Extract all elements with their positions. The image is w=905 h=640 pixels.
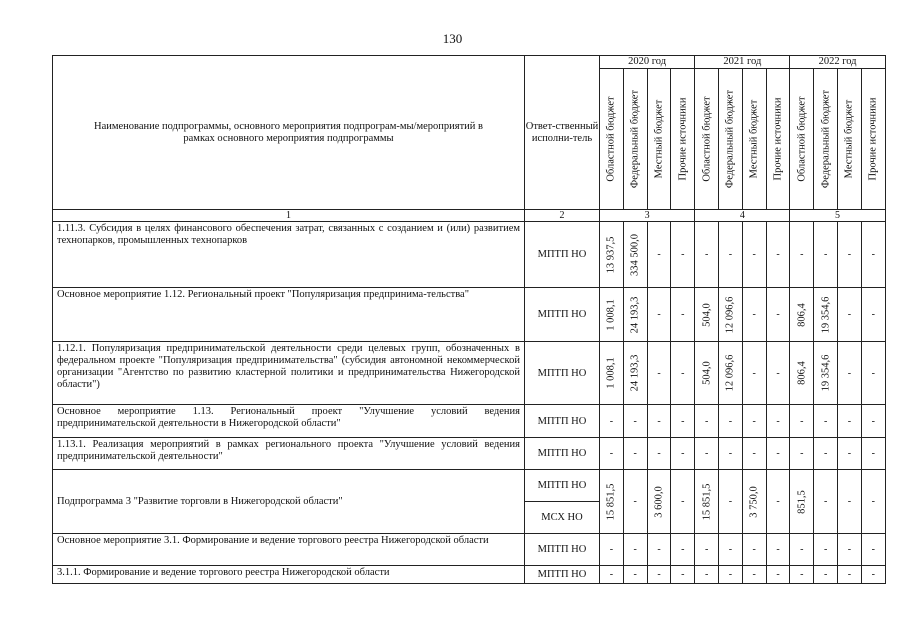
table-row xyxy=(53,438,886,470)
budget-value-cell xyxy=(647,342,671,405)
empty-value: - xyxy=(681,309,685,320)
empty-value: - xyxy=(847,569,852,580)
empty-value: - xyxy=(776,415,780,427)
budget-value-cell xyxy=(719,470,743,534)
empty-value: - xyxy=(728,496,733,507)
budget-value: 806,4 xyxy=(796,361,808,385)
budget-value-cell xyxy=(814,438,838,470)
budget-value-cell xyxy=(695,288,719,342)
budget-table xyxy=(52,55,886,584)
budget-value-cell xyxy=(600,438,624,470)
budget-value-cell xyxy=(861,566,885,584)
empty-value: - xyxy=(871,496,875,507)
budget-value-cell xyxy=(790,534,814,566)
budget-value-cell xyxy=(623,438,647,470)
budget-source-header xyxy=(647,69,671,210)
empty-value: - xyxy=(633,496,637,507)
budget-value-cell xyxy=(861,222,885,288)
budget-value-cell xyxy=(814,534,838,566)
budget-value-cell xyxy=(742,566,766,584)
budget-value-cell xyxy=(671,438,695,470)
row-name: Подпрограмма 3 "Развитие торговли в Нижегородской области" xyxy=(53,470,525,534)
budget-value: 12 096,6 xyxy=(724,354,736,392)
empty-value: - xyxy=(871,544,875,555)
empty-value: - xyxy=(752,415,756,427)
budget-value-cell xyxy=(766,438,790,470)
budget-value-cell xyxy=(719,342,743,405)
budget-value-cell xyxy=(600,470,624,534)
empty-value: - xyxy=(633,415,637,427)
budget-value-cell xyxy=(814,342,838,405)
budget-value-cell xyxy=(695,342,719,405)
budget-value-cell xyxy=(719,534,743,566)
budget-value-cell xyxy=(623,405,647,438)
empty-value: - xyxy=(847,309,852,320)
budget-value-cell xyxy=(671,342,695,405)
budget-value-cell xyxy=(647,288,671,342)
empty-value: - xyxy=(681,569,685,580)
budget-value-cell xyxy=(838,342,862,405)
empty-value: - xyxy=(681,415,685,427)
empty-value: - xyxy=(776,569,780,580)
budget-value-cell xyxy=(600,222,624,288)
budget-source-label: Областной бюджет xyxy=(605,96,617,182)
empty-value: - xyxy=(776,249,780,260)
empty-value: - xyxy=(823,415,828,427)
year-header: 2020 год xyxy=(600,56,695,69)
empty-value: - xyxy=(728,544,733,555)
budget-value-cell xyxy=(742,288,766,342)
empty-value: - xyxy=(657,448,661,459)
budget-value-cell xyxy=(790,405,814,438)
budget-value-cell xyxy=(671,405,695,438)
responsible-executor: МПТП НО xyxy=(525,405,600,438)
empty-value: - xyxy=(728,448,733,459)
row-name: 1.12.1. Популяризация предпринимательской деятельности среди целевых групп, обозначенных в федеральном проекте "Популяризация предпринимательства" (субсидия автономной некоммерческой организации "Агентство по развитию кластерной политики и предпринимательства Нижегородской области") xyxy=(53,342,525,405)
empty-value: - xyxy=(704,448,709,459)
empty-value: - xyxy=(871,249,875,260)
budget-value-cell xyxy=(790,342,814,405)
empty-value: - xyxy=(847,367,852,379)
budget-value-cell xyxy=(814,222,838,288)
budget-value-cell xyxy=(838,470,862,534)
budget-source-label: Местный бюджет xyxy=(843,99,855,179)
table-row xyxy=(53,222,886,288)
responsible-executor: МСХ НО xyxy=(525,502,600,534)
empty-value: - xyxy=(752,448,756,459)
budget-value-cell xyxy=(623,222,647,288)
empty-value: - xyxy=(847,544,852,555)
budget-value-cell xyxy=(671,288,695,342)
empty-value: - xyxy=(823,544,828,555)
header-row xyxy=(53,56,886,69)
budget-value-cell xyxy=(790,438,814,470)
budget-source-label: Федеральный бюджет xyxy=(629,89,641,189)
budget-value-cell xyxy=(790,222,814,288)
budget-value-cell xyxy=(719,566,743,584)
budget-value-cell xyxy=(742,405,766,438)
budget-source-label: Прочие источники xyxy=(677,97,689,181)
budget-source-label: Местный бюджет xyxy=(653,99,665,179)
budget-value-cell xyxy=(790,470,814,534)
empty-value: - xyxy=(704,569,709,580)
table-row xyxy=(53,566,886,584)
budget-source-label: Областной бюджет xyxy=(701,96,713,182)
empty-value: - xyxy=(800,448,804,459)
empty-value: - xyxy=(657,415,661,427)
empty-value: - xyxy=(871,309,875,320)
budget-value-cell xyxy=(742,222,766,288)
empty-value: - xyxy=(681,544,685,555)
budget-value-cell xyxy=(600,566,624,584)
empty-value: - xyxy=(633,569,637,580)
table-row xyxy=(53,342,886,405)
budget-value-cell xyxy=(766,288,790,342)
empty-value: - xyxy=(728,569,733,580)
empty-value: - xyxy=(776,544,780,555)
budget-value-cell xyxy=(719,405,743,438)
budget-value-cell xyxy=(671,566,695,584)
column-number: 5 xyxy=(790,210,885,222)
empty-value: - xyxy=(681,249,685,260)
budget-value: 12 096,6 xyxy=(724,296,736,333)
budget-source-header xyxy=(695,69,719,210)
responsible-executor: МПТП НО xyxy=(525,222,600,288)
budget-value-cell xyxy=(766,566,790,584)
budget-value: 1 008,1 xyxy=(605,298,617,331)
budget-value: 504,0 xyxy=(701,302,713,327)
budget-value-cell xyxy=(814,405,838,438)
budget-source-header xyxy=(719,69,743,210)
budget-source-header xyxy=(671,69,695,210)
empty-value: - xyxy=(823,249,828,260)
budget-value-cell xyxy=(671,470,695,534)
budget-value-cell xyxy=(647,534,671,566)
budget-source-label: Местный бюджет xyxy=(748,99,760,179)
budget-source-label: Прочие источники xyxy=(772,97,784,181)
table-row xyxy=(53,405,886,438)
budget-value: 24 193,3 xyxy=(629,296,641,333)
budget-value: 15 851,5 xyxy=(605,483,617,520)
budget-value-cell xyxy=(861,288,885,342)
budget-value-cell xyxy=(861,438,885,470)
budget-value-cell xyxy=(838,534,862,566)
budget-value-cell xyxy=(790,288,814,342)
empty-value: - xyxy=(609,544,614,555)
empty-value: - xyxy=(681,496,685,507)
empty-value: - xyxy=(752,367,756,379)
budget-value-cell xyxy=(695,405,719,438)
responsible-executor: МПТП НО xyxy=(525,342,600,405)
empty-value: - xyxy=(728,249,733,260)
column-number: 2 xyxy=(525,210,600,222)
budget-source-header xyxy=(742,69,766,210)
name-column-header: Наименование подпрограммы, основного мероприятия подпрограм-мы/мероприятий в рамках основного мероприятия подпрограммы xyxy=(53,56,525,210)
budget-value-cell xyxy=(695,222,719,288)
empty-value: - xyxy=(681,448,685,459)
empty-value: - xyxy=(871,415,875,427)
empty-value: - xyxy=(847,496,852,507)
budget-value-cell xyxy=(790,566,814,584)
budget-value: 504,0 xyxy=(701,361,713,385)
empty-value: - xyxy=(800,569,804,580)
empty-value: - xyxy=(847,448,852,459)
budget-value-cell xyxy=(647,470,671,534)
empty-value: - xyxy=(657,544,661,555)
empty-value: - xyxy=(633,544,637,555)
empty-value: - xyxy=(657,569,661,580)
budget-value-cell xyxy=(695,534,719,566)
budget-value-cell xyxy=(838,566,862,584)
row-name: Основное мероприятие 1.13. Региональный проект "Улучшение условий ведения предпринимательской деятельности в Нижегородской области" xyxy=(53,405,525,438)
budget-value: 15 851,5 xyxy=(701,483,713,520)
budget-source-header xyxy=(766,69,790,210)
budget-value: 1 008,1 xyxy=(605,357,617,389)
responsible-executor: МПТП НО xyxy=(525,288,600,342)
column-number-row xyxy=(53,210,886,222)
budget-value-cell xyxy=(671,222,695,288)
budget-source-header xyxy=(814,69,838,210)
row-name: Основное мероприятие 1.12. Региональный проект "Популяризация предпринима-тельства" xyxy=(53,288,525,342)
budget-value-cell xyxy=(671,534,695,566)
budget-source-label: Прочие источники xyxy=(867,97,879,181)
budget-value-cell xyxy=(719,288,743,342)
year-header: 2021 год xyxy=(695,56,790,69)
empty-value: - xyxy=(776,448,780,459)
budget-value-cell xyxy=(766,470,790,534)
empty-value: - xyxy=(657,309,661,320)
column-number: 4 xyxy=(695,210,790,222)
budget-value-cell xyxy=(766,405,790,438)
budget-value-cell xyxy=(838,222,862,288)
empty-value: - xyxy=(704,249,709,260)
budget-value-cell xyxy=(766,222,790,288)
empty-value: - xyxy=(681,367,685,379)
budget-value-cell xyxy=(719,222,743,288)
empty-value: - xyxy=(728,415,733,427)
budget-value-cell xyxy=(742,438,766,470)
empty-value: - xyxy=(823,496,828,507)
budget-source-label: Федеральный бюджет xyxy=(724,89,736,189)
empty-value: - xyxy=(609,415,614,427)
responsible-executor: МПТП НО xyxy=(525,438,600,470)
budget-value: 19 354,6 xyxy=(820,354,832,392)
budget-value-cell xyxy=(861,534,885,566)
budget-value-cell xyxy=(766,342,790,405)
budget-value: 806,4 xyxy=(796,302,808,327)
empty-value: - xyxy=(633,448,637,459)
budget-value-cell xyxy=(623,534,647,566)
page-number: 130 xyxy=(442,31,463,46)
column-number: 1 xyxy=(53,210,525,222)
empty-value: - xyxy=(800,544,804,555)
budget-value: 19 354,6 xyxy=(820,296,832,333)
budget-value-cell xyxy=(742,342,766,405)
row-name: Основное мероприятие 3.1. Формирование и ведение торгового реестра Нижегородской области xyxy=(53,534,525,566)
budget-value-cell xyxy=(600,534,624,566)
budget-value-cell xyxy=(861,405,885,438)
empty-value: - xyxy=(871,569,875,580)
empty-value: - xyxy=(871,367,875,379)
budget-value-cell xyxy=(600,342,624,405)
budget-value-cell xyxy=(814,288,838,342)
budget-value-cell xyxy=(695,566,719,584)
budget-value: 24 193,3 xyxy=(629,354,641,392)
budget-value-cell xyxy=(838,405,862,438)
empty-value: - xyxy=(609,569,614,580)
budget-value: 334 500,0 xyxy=(629,233,641,276)
empty-value: - xyxy=(823,448,828,459)
budget-source-header xyxy=(838,69,862,210)
budget-source-header xyxy=(623,69,647,210)
empty-value: - xyxy=(847,415,852,427)
budget-value: 13 937,5 xyxy=(605,236,617,273)
responsible-column-header: Ответ-ственный исполни-тель xyxy=(525,56,600,210)
budget-value-cell xyxy=(600,288,624,342)
empty-value: - xyxy=(800,415,804,427)
budget-source-label: Областной бюджет xyxy=(796,96,808,182)
table-row xyxy=(53,470,886,502)
budget-value-cell xyxy=(623,342,647,405)
year-header: 2022 год xyxy=(790,56,885,69)
budget-value-cell xyxy=(623,288,647,342)
budget-value-cell xyxy=(861,342,885,405)
empty-value: - xyxy=(847,249,852,260)
budget-value-cell xyxy=(838,288,862,342)
budget-value-cell xyxy=(742,534,766,566)
empty-value: - xyxy=(752,544,756,555)
budget-source-header xyxy=(790,69,814,210)
table-row xyxy=(53,288,886,342)
empty-value: - xyxy=(776,367,780,379)
row-name: 1.13.1. Реализация мероприятий в рамках регионального проекта "Улучшение условий ведения предпринимательской деятельности" xyxy=(53,438,525,470)
empty-value: - xyxy=(704,544,709,555)
responsible-executor: МПТП НО xyxy=(525,470,600,502)
budget-value-cell xyxy=(600,405,624,438)
empty-value: - xyxy=(752,249,756,260)
budget-value-cell xyxy=(647,438,671,470)
empty-value: - xyxy=(657,249,661,260)
empty-value: - xyxy=(800,249,804,260)
budget-value-cell xyxy=(742,470,766,534)
responsible-executor: МПТП НО xyxy=(525,566,600,584)
budget-value: 3 600,0 xyxy=(653,485,665,518)
empty-value: - xyxy=(657,367,661,379)
budget-value-cell xyxy=(838,438,862,470)
column-number: 3 xyxy=(600,210,695,222)
budget-value-cell xyxy=(647,566,671,584)
budget-value-cell xyxy=(695,438,719,470)
empty-value: - xyxy=(609,448,614,459)
empty-value: - xyxy=(776,496,780,507)
budget-value-cell xyxy=(647,222,671,288)
empty-value: - xyxy=(752,569,756,580)
budget-value-cell xyxy=(623,470,647,534)
budget-value-cell xyxy=(647,405,671,438)
empty-value: - xyxy=(776,309,780,320)
budget-value-cell xyxy=(695,470,719,534)
budget-source-label: Федеральный бюджет xyxy=(820,89,832,189)
empty-value: - xyxy=(704,415,709,427)
empty-value: - xyxy=(752,309,756,320)
responsible-executor: МПТП НО xyxy=(525,534,600,566)
budget-source-header xyxy=(600,69,624,210)
row-name: 3.1.1. Формирование и ведение торгового реестра Нижегородской области xyxy=(53,566,525,584)
budget-value-cell xyxy=(766,534,790,566)
budget-value: 3 750,0 xyxy=(748,485,760,518)
budget-value-cell xyxy=(719,438,743,470)
budget-value-cell xyxy=(623,566,647,584)
budget-value-cell xyxy=(861,470,885,534)
budget-value-cell xyxy=(814,470,838,534)
table-row xyxy=(53,534,886,566)
empty-value: - xyxy=(871,448,875,459)
row-name: 1.11.3. Субсидия в целях финансового обеспечения затрат, связанных с созданием и (или) развитием технопарков, промышленных технопарков xyxy=(53,222,525,288)
budget-source-header xyxy=(861,69,885,210)
budget-value: 851,5 xyxy=(796,489,808,514)
empty-value: - xyxy=(823,569,828,580)
budget-value-cell xyxy=(814,566,838,584)
